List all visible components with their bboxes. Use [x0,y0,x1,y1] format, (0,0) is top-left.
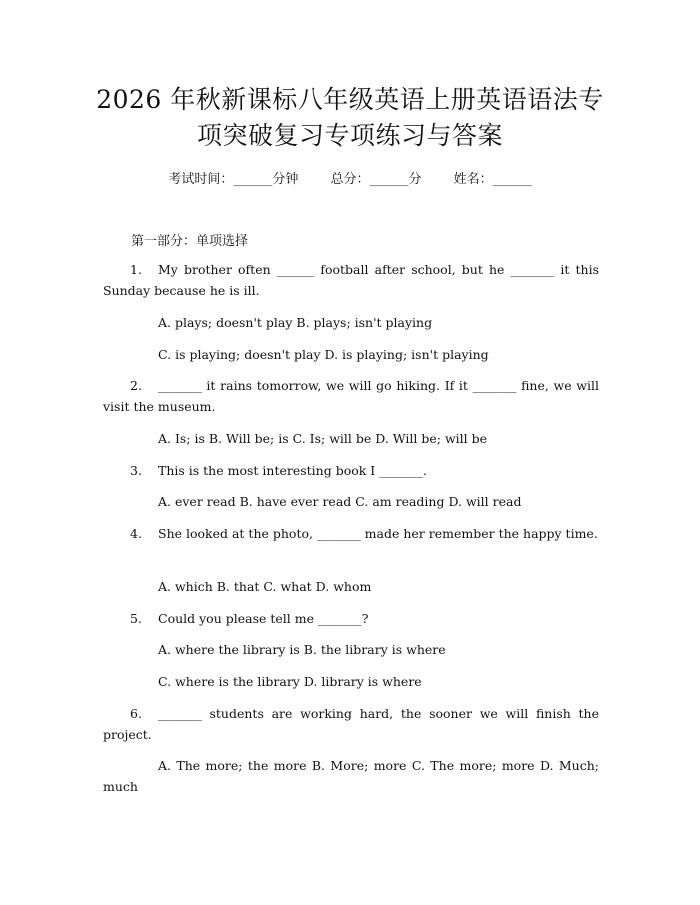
total-score: 总分：______分 [330,172,422,187]
question-6 [103,703,599,745]
exam-time: 考试时间：______分钟 [168,172,299,187]
question-4 [103,523,599,544]
student-name: 姓名：______ [453,172,532,187]
question-number: 2. [130,378,142,393]
exam-info [0,168,700,187]
question-3 [103,460,599,481]
question-text: Could you please tell me _______? [158,611,369,626]
title-line-2: 项突破复习专项练习与答案 [196,121,503,150]
question-1-options-a-b: A. plays; doesn't play B. plays; isn't playing [158,315,433,330]
question-1-options-c-d: C. is playing; doesn't play D. is playing; isn't playing [158,347,489,362]
question-2-options: A. Is; is B. Will be; is C. Is; will be D. Will be; will be [158,431,488,446]
question-number: 6. [130,706,142,721]
question-number: 4. [130,526,142,541]
document-title [60,82,640,154]
question-4-options: A. which B. that C. what D. whom [158,579,372,594]
question-number: 1. [130,262,142,277]
section-heading: 第一部分：单项选择 [131,234,249,249]
question-text: _______ students are working hard, the sooner we will finish the project. [103,706,599,742]
question-text: My brother often ______ football after school, but he _______ it this Sunday because he is ill. [103,262,599,298]
question-text: This is the most interesting book I _______. [158,463,427,478]
title-line-1: 2026 年秋新课标八年级英语上册英语语法专 [96,85,604,114]
question-number: 5. [130,611,142,626]
question-5-options-c-d: C. where is the library D. library is where [158,674,422,689]
question-6-options: A. The more; the more B. More; more C. The more; more D. Much; much [103,758,599,794]
question-5-options-a-b: A. where the library is B. the library is where [158,642,446,657]
question-3-options: A. ever read B. have ever read C. am reading D. will read [158,494,522,509]
question-text: _______ it rains tomorrow, we will go hiking. If it _______ fine, we will visit the museum. [103,378,599,414]
question-2 [103,375,599,417]
question-5 [103,608,599,629]
question-1 [103,259,599,301]
question-number: 3. [130,463,142,478]
question-text: She looked at the photo, _______ made her remember the happy time. [158,526,598,541]
